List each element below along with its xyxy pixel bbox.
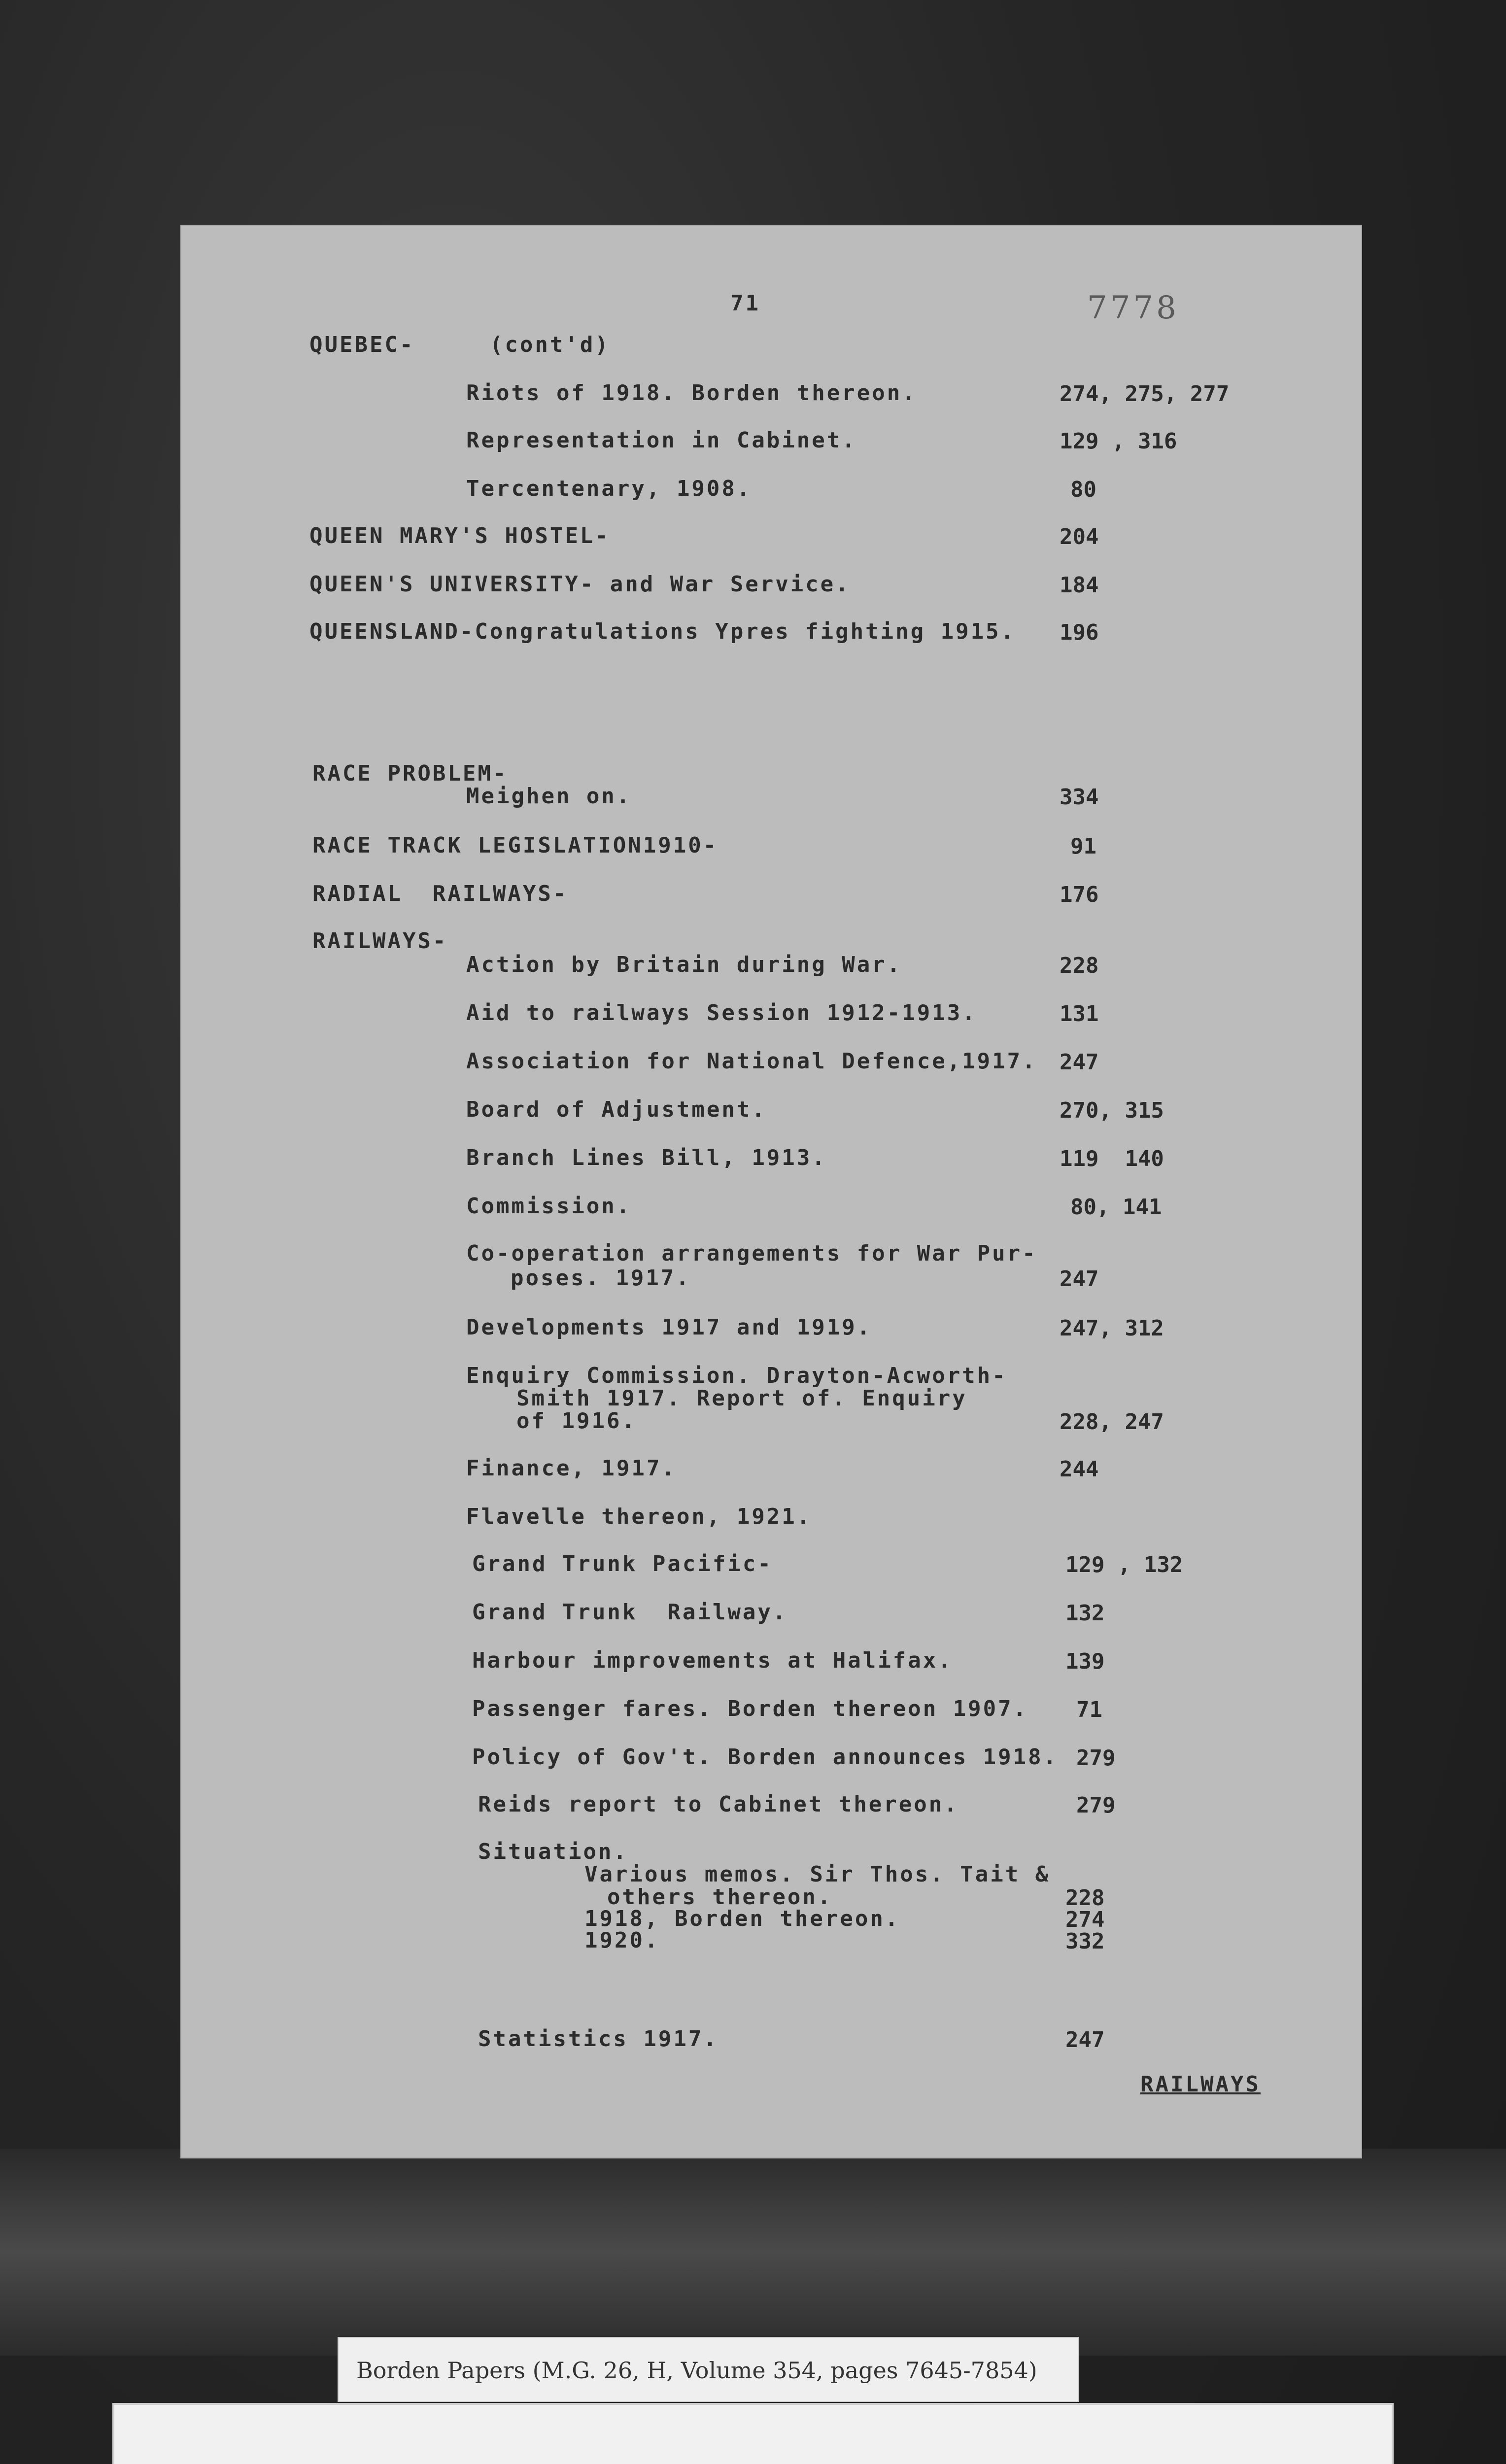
entry-page: 244 <box>1060 1457 1099 1482</box>
entry-text: Smith 1917. Report of. Enquiry <box>516 1386 967 1411</box>
entry-page: 247 <box>1065 2027 1105 2053</box>
entry-text: Various memos. Sir Thos. Tait & <box>584 1862 1051 1887</box>
entry-text: Grand Trunk Railway. <box>472 1600 788 1625</box>
entry-page: 132 <box>1065 1601 1105 1626</box>
entry-page: 228, 247 <box>1060 1409 1164 1435</box>
entry-page: 196 <box>1060 620 1099 645</box>
entry-page: 270, 315 <box>1060 1098 1164 1123</box>
entry-text: Passenger fares. Borden thereon 1907. <box>472 1696 1028 1721</box>
entry-text: RACE PROBLEM- <box>312 761 508 786</box>
entry-text: poses. 1917. <box>511 1266 691 1291</box>
entry-page: 274 <box>1065 1907 1105 1932</box>
entry-page: 131 <box>1060 1001 1099 1027</box>
entry-page: 91 <box>1070 834 1096 859</box>
entry-text: 1920. <box>584 1928 660 1953</box>
index-page <box>180 225 1362 2158</box>
entry-page: 228 <box>1065 1885 1105 1911</box>
entry-page: 334 <box>1060 785 1099 810</box>
entry-page: 71 <box>1076 1697 1102 1722</box>
entry-page: 129 , 132 <box>1065 1552 1183 1577</box>
entry-text: Association for National Defence,1917. <box>466 1049 1037 1074</box>
entry-text: Aid to railways Session 1912-1913. <box>466 1000 977 1026</box>
entry-page: 247 <box>1060 1050 1099 1075</box>
entry-text: Developments 1917 and 1919. <box>466 1315 872 1340</box>
entry-page: 228 <box>1060 953 1099 978</box>
film-band <box>0 2149 1506 2356</box>
entry-page: 279 <box>1076 1745 1116 1771</box>
entry-text: Flavelle thereon, 1921. <box>466 1504 812 1529</box>
entry-page: 332 <box>1065 1929 1105 1954</box>
entry-text: others thereon. <box>607 1884 833 1910</box>
entry-page: 204 <box>1060 524 1099 549</box>
entry-text: QUEBEC- (cont'd) <box>309 332 610 357</box>
entry-text: QUEENSLAND-Congratulations Ypres fighting 1915. <box>309 619 1016 644</box>
entry-text: RADIAL RAILWAYS- <box>312 881 568 906</box>
entry-text: of 1916. <box>516 1408 637 1434</box>
entry-text: Co-operation arrangements for War Pur- <box>466 1241 1037 1266</box>
entry-text: RAILWAYS- <box>312 928 448 954</box>
stamp-number: 7778 <box>1087 290 1179 326</box>
entry-page: 129 , 316 <box>1060 429 1177 454</box>
entry-text: 1918, Borden thereon. <box>584 1906 900 1931</box>
entry-page: 184 <box>1060 573 1099 598</box>
entry-text: QUEEN MARY'S HOSTEL- <box>309 523 610 548</box>
entry-text: Harbour improvements at Halifax. <box>472 1648 953 1673</box>
entry-text: Situation. <box>478 1839 628 1864</box>
entry-text: Policy of Gov't. Borden announces 1918. <box>472 1745 1059 1770</box>
entry-text: Meighen on. <box>466 784 632 809</box>
entry-page: 279 <box>1076 1793 1116 1818</box>
caption-strip: Borden Papers (M.G. 26, H, Volume 354, pages 7645-7854) <box>338 2337 1079 2402</box>
entry-text: Statistics 1917. <box>478 2026 719 2052</box>
entry-text: Tercentenary, 1908. <box>466 476 752 501</box>
entry-page: 247 <box>1060 1266 1099 1292</box>
entry-text: Enquiry Commission. Drayton-Acworth- <box>466 1363 1007 1388</box>
entry-text: Branch Lines Bill, 1913. <box>466 1145 827 1170</box>
entry-page: 176 <box>1060 882 1099 907</box>
entry-text: RACE TRACK LEGISLATION1910- <box>312 833 719 858</box>
entry-text: Board of Adjustment. <box>466 1097 767 1122</box>
entry-text: Action by Britain during War. <box>466 952 902 977</box>
archive-label-panel <box>112 2403 1394 2464</box>
entry-page: 274, 275, 277 <box>1060 381 1230 407</box>
entry-page: 80, 141 <box>1070 1195 1162 1220</box>
entry-text: Grand Trunk Pacific- <box>472 1551 773 1576</box>
entry-page: 247, 312 <box>1060 1316 1164 1341</box>
entry-text: Riots of 1918. Borden thereon. <box>466 380 917 406</box>
entry-text: Finance, 1917. <box>466 1456 677 1481</box>
entry-page: 139 <box>1065 1649 1105 1674</box>
entry-text: Commission. <box>466 1194 632 1219</box>
entry-text: QUEEN'S UNIVERSITY- and War Service. <box>309 572 851 597</box>
entry-page: 80 <box>1070 477 1096 502</box>
entry-text: Reids report to Cabinet thereon. <box>478 1792 959 1817</box>
entry-page: 119 140 <box>1060 1146 1164 1171</box>
page-number: 71 <box>730 291 760 316</box>
entry-text: Representation in Cabinet. <box>466 428 857 453</box>
footer-word: RAILWAYS <box>1140 2072 1261 2097</box>
